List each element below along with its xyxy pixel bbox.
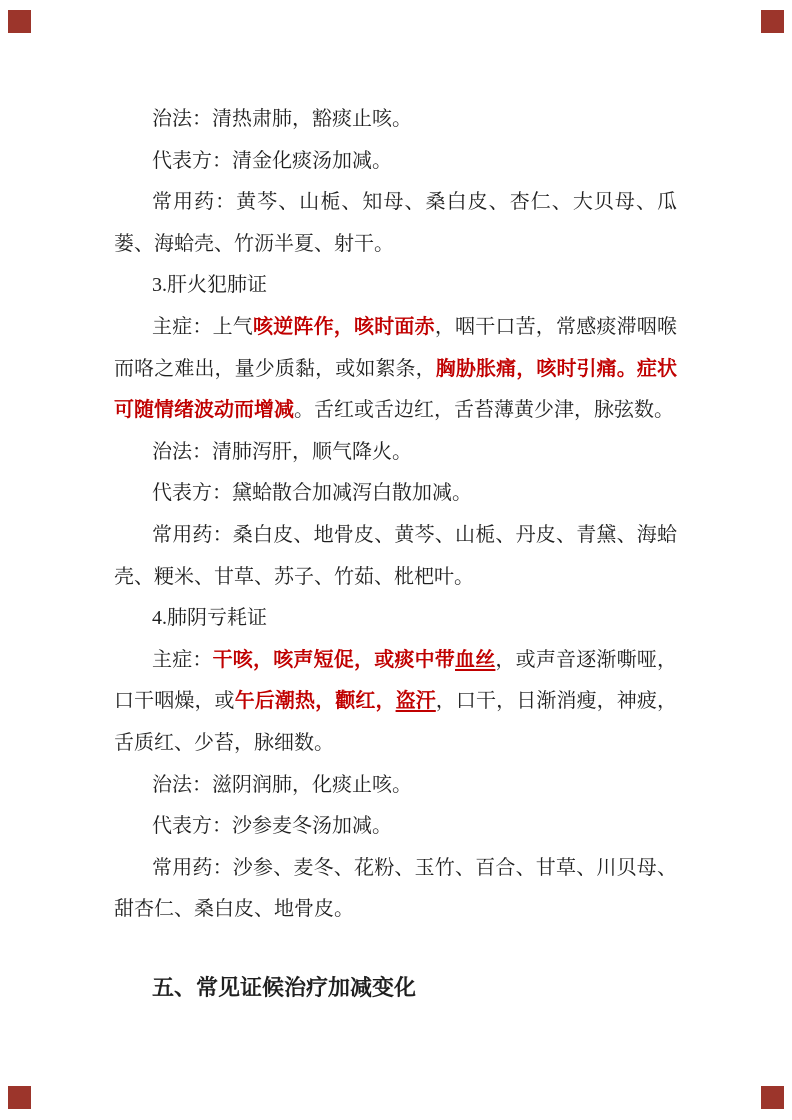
- paragraph-9: [114, 598, 677, 640]
- corner-mark-bottom-right: [761, 1086, 784, 1109]
- text-segment: 常用药：沙参、麦冬、花粉、玉竹、百合、甘草、川贝母、甜杏仁、桑白皮、地骨皮。: [114, 856, 677, 921]
- paragraph-3: [114, 182, 677, 265]
- paragraph-10: [114, 640, 677, 765]
- corner-mark-top-right: [761, 10, 784, 33]
- paragraph-7: [114, 473, 677, 515]
- corner-mark-top-left: [8, 10, 31, 33]
- paragraph-11: [114, 765, 677, 807]
- section-heading: [114, 967, 677, 1009]
- text-segment: ，或声音逐渐嘶哑，口干咽燥，或: [114, 648, 678, 713]
- corner-mark-bottom-left: [8, 1086, 31, 1109]
- text-segment: 。舌红或舌边红，舌苔薄黄少津，脉弦数。: [294, 399, 674, 422]
- text-segment: 代表方：沙参麦冬汤加减。: [152, 815, 392, 838]
- text-segment: 常用药：桑白皮、地骨皮、黄芩、山栀、丹皮、青黛、海蛤壳、粳米、甘草、苏子、竹茹、枇杷叶。: [114, 523, 677, 588]
- paragraph-12: [114, 806, 677, 848]
- paragraph-4: [114, 265, 677, 307]
- paragraph-1: [114, 99, 677, 141]
- paragraph-13: [114, 848, 677, 931]
- highlighted-underlined-text: 盗汗: [395, 690, 436, 713]
- text-segment: 主症：: [152, 648, 213, 671]
- text-segment: 治法：清热肃肺，豁痰止咳。: [152, 108, 412, 130]
- text-segment: 治法：滋阴润肺，化痰止咳。: [152, 773, 412, 796]
- paragraph-2: [114, 141, 677, 183]
- text-segment: 3.肝火犯肺证: [152, 274, 267, 297]
- text-segment: 4.肺阴亏耗证: [152, 607, 267, 630]
- paragraph-6: [114, 432, 677, 474]
- text-segment: 治法：清肺泻肝，顺气降火。: [152, 440, 412, 463]
- highlighted-text: 午后潮热，颧红，: [234, 690, 396, 713]
- text-segment: 五、常见证候治疗加减变化: [152, 974, 417, 1000]
- text-segment: 主症：上气: [152, 315, 253, 338]
- paragraph-8: [114, 515, 677, 598]
- text-segment: ，口干，日渐消瘦，神疲，舌质红、少苔，脉细数。: [114, 690, 678, 754]
- text-segment: 常用药：黄芩、山栀、知母、桑白皮、杏仁、大贝母、瓜蒌、海蛤壳、竹沥半夏、射干。: [114, 191, 677, 255]
- highlighted-underlined-text: 血丝: [455, 648, 496, 671]
- paragraph-5: [114, 307, 677, 432]
- text-segment: 代表方：黛蛤散合加减泻白散加减。: [152, 482, 472, 505]
- document-content: [114, 99, 677, 1008]
- highlighted-text: 胸胁胀痛，咳时引痛。症状可随情绪波动而增减: [114, 357, 678, 422]
- highlighted-text: 咳逆阵作，咳时面赤: [253, 315, 435, 338]
- text-segment: 代表方：清金化痰汤加减。: [152, 149, 392, 172]
- text-segment: ，咽干口苦，常感痰滞咽喉而咯之难出，量少质黏，或如絮条，: [114, 315, 678, 380]
- highlighted-text: 干咳，咳声短促，或痰中带: [212, 648, 456, 671]
